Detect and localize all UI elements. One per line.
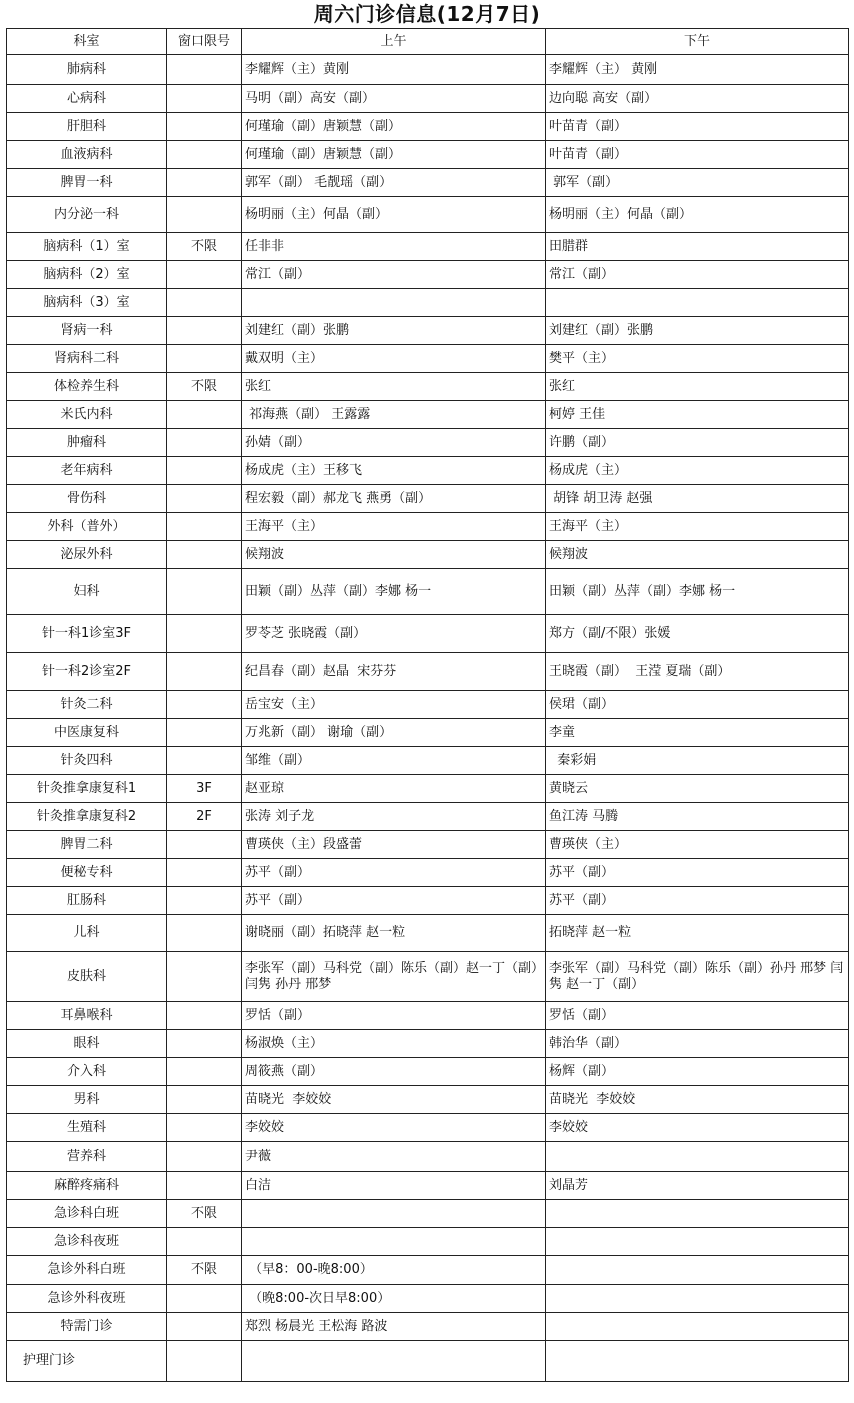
table-row [7,1256,849,1285]
window-limit-cell [167,1058,242,1086]
afternoon-doctors-cell: 胡锋 胡卫涛 赵强 [546,485,849,513]
window-limit-cell [167,1341,242,1382]
morning-doctors-cell: 何瑾瑜（副）唐颖慧（副） [242,113,546,141]
morning-doctors-cell: 戴双明（主） [242,345,546,373]
morning-doctors-cell: 张红 [242,373,546,401]
table-row [7,1030,849,1058]
afternoon-doctors-cell [546,1142,849,1172]
afternoon-doctors-cell: 王海平（主） [546,513,849,541]
morning-doctors-cell: 郑烈 杨晨光 王松海 路波 [242,1313,546,1341]
morning-doctors-cell: 王海平（主） [242,513,546,541]
dept-cell: 儿科 [7,915,167,952]
dept-cell: 肺病科 [7,55,167,85]
table-row [7,1142,849,1172]
window-limit-cell [167,615,242,653]
table-row [7,1285,849,1313]
morning-doctors-cell: 杨淑焕（主） [242,1030,546,1058]
header-pm: 下午 [546,29,849,55]
morning-doctors-cell [242,1200,546,1228]
window-limit-cell [167,653,242,691]
morning-doctors-cell: 祁海燕（副） 王露露 [242,401,546,429]
morning-doctors-cell: 尹薇 [242,1142,546,1172]
table-row [7,85,849,113]
table-row [7,691,849,719]
dept-cell: 肝胆科 [7,113,167,141]
morning-doctors-cell: 赵亚琼 [242,775,546,803]
morning-doctors-cell: 纪昌春（副）赵晶 宋芬芬 [242,653,546,691]
window-limit-cell: 不限 [167,373,242,401]
table-row [7,261,849,289]
afternoon-doctors-cell: 田腊群 [546,233,849,261]
dept-cell: 皮肤科 [7,952,167,1002]
dept-cell: 介入科 [7,1058,167,1086]
afternoon-doctors-cell [546,1341,849,1382]
afternoon-doctors-cell [546,289,849,317]
dept-cell: 老年病科 [7,457,167,485]
window-limit-cell [167,691,242,719]
morning-doctors-cell: 何瑾瑜（副）唐颖慧（副） [242,141,546,169]
afternoon-doctors-cell [546,1228,849,1256]
morning-doctors-cell: 苏平（副） [242,859,546,887]
morning-doctors-cell: 邹维（副） [242,747,546,775]
window-limit-cell: 不限 [167,1200,242,1228]
afternoon-doctors-cell: 王晓霞（副） 王滢 夏瑞（副） [546,653,849,691]
dept-cell: 针灸推拿康复科2 [7,803,167,831]
dept-cell: 急诊科白班 [7,1200,167,1228]
table-row [7,541,849,569]
dept-cell: 肛肠科 [7,887,167,915]
dept-cell: 外科（普外） [7,513,167,541]
morning-doctors-cell: 郭军（副） 毛靓瑶（副） [242,169,546,197]
window-limit-cell [167,401,242,429]
dept-cell: 耳鼻喉科 [7,1002,167,1030]
table-row [7,887,849,915]
dept-cell: 妇科 [7,569,167,615]
schedule-table [6,28,849,1382]
afternoon-doctors-cell [546,1256,849,1285]
window-limit-cell [167,317,242,345]
afternoon-doctors-cell: 常江（副） [546,261,849,289]
window-limit-cell [167,55,242,85]
morning-doctors-cell: 李耀辉（主）黄刚 [242,55,546,85]
window-limit-cell [167,1114,242,1142]
morning-doctors-cell: 候翔波 [242,541,546,569]
afternoon-doctors-cell: 田颖（副）丛萍（副）李娜 杨一 [546,569,849,615]
dept-cell: 针灸四科 [7,747,167,775]
window-limit-cell [167,747,242,775]
window-limit-cell [167,887,242,915]
table-row [7,197,849,233]
dept-cell: 脑病科（1）室 [7,233,167,261]
afternoon-doctors-cell: 曹瑛侠（主） [546,831,849,859]
window-limit-cell [167,719,242,747]
window-limit-cell [167,1142,242,1172]
afternoon-doctors-cell: 罗恬（副） [546,1002,849,1030]
table-row [7,113,849,141]
afternoon-doctors-cell: 柯婷 王佳 [546,401,849,429]
table-row [7,747,849,775]
table-row [7,401,849,429]
morning-doctors-cell: 李姣姣 [242,1114,546,1142]
dept-cell: 泌尿外科 [7,541,167,569]
table-row [7,317,849,345]
dept-cell: 急诊外科白班 [7,1256,167,1285]
morning-doctors-cell: 孙婧（副） [242,429,546,457]
table-row [7,513,849,541]
afternoon-doctors-cell: 苗晓光 李姣姣 [546,1086,849,1114]
table-row [7,457,849,485]
table-row [7,653,849,691]
dept-cell: 脾胃二科 [7,831,167,859]
dept-cell: 特需门诊 [7,1313,167,1341]
table-row [7,952,849,1002]
window-limit-cell [167,485,242,513]
table-row [7,803,849,831]
morning-doctors-cell: 罗恬（副） [242,1002,546,1030]
dept-cell: 生殖科 [7,1114,167,1142]
table-row [7,373,849,401]
window-limit-cell [167,113,242,141]
afternoon-doctors-cell: 刘晶芳 [546,1172,849,1200]
header-am: 上午 [242,29,546,55]
afternoon-doctors-cell: 苏平（副） [546,887,849,915]
window-limit-cell [167,1285,242,1313]
dept-cell: 男科 [7,1086,167,1114]
afternoon-doctors-cell: 候翔波 [546,541,849,569]
table-row [7,1114,849,1142]
table-row [7,1058,849,1086]
morning-doctors-cell: 刘建红（副）张鹏 [242,317,546,345]
morning-doctors-cell: 张涛 刘子龙 [242,803,546,831]
dept-cell: 针灸推拿康复科1 [7,775,167,803]
window-limit-cell [167,345,242,373]
afternoon-doctors-cell: 李耀辉（主） 黄刚 [546,55,849,85]
window-limit-cell [167,289,242,317]
table-row [7,141,849,169]
table-row [7,775,849,803]
dept-cell: 针灸二科 [7,691,167,719]
table-row [7,1002,849,1030]
table-row [7,569,849,615]
header-row [7,29,849,55]
dept-cell: 肾病科二科 [7,345,167,373]
table-row [7,859,849,887]
afternoon-doctors-cell: 杨成虎（主） [546,457,849,485]
morning-doctors-cell: 谢晓丽（副）拓晓萍 赵一粒 [242,915,546,952]
afternoon-doctors-cell: 叶苗青（副） [546,141,849,169]
afternoon-doctors-cell: 李童 [546,719,849,747]
dept-cell: 脾胃一科 [7,169,167,197]
window-limit-cell [167,1002,242,1030]
dept-cell: 体检养生科 [7,373,167,401]
dept-cell: 针一科1诊室3F [7,615,167,653]
table-row [7,1313,849,1341]
morning-doctors-cell: 岳宝安（主） [242,691,546,719]
dept-cell: 便秘专科 [7,859,167,887]
table-row [7,1172,849,1200]
window-limit-cell [167,429,242,457]
dept-cell: 血液病科 [7,141,167,169]
afternoon-doctors-cell: 秦彩娟 [546,747,849,775]
afternoon-doctors-cell: 边向聪 高安（副） [546,85,849,113]
window-limit-cell [167,952,242,1002]
window-limit-cell [167,1313,242,1341]
afternoon-doctors-cell: 韩治华（副） [546,1030,849,1058]
afternoon-doctors-cell: 李姣姣 [546,1114,849,1142]
morning-doctors-cell: 田颖（副）丛萍（副）李娜 杨一 [242,569,546,615]
morning-doctors-cell: 李张军（副）马科党（副）陈乐（副）赵一丁（副）闫隽 孙丹 邢梦 [242,952,546,1002]
dept-cell: 急诊科夜班 [7,1228,167,1256]
afternoon-doctors-cell: 刘建红（副）张鹏 [546,317,849,345]
dept-cell: 营养科 [7,1142,167,1172]
window-limit-cell [167,915,242,952]
morning-doctors-cell: 周筱燕（副） [242,1058,546,1086]
window-limit-cell [167,831,242,859]
dept-cell: 针一科2诊室2F [7,653,167,691]
afternoon-doctors-cell: 杨辉（副） [546,1058,849,1086]
table-row [7,1200,849,1228]
table-row [7,169,849,197]
dept-cell: 骨伤科 [7,485,167,513]
window-limit-cell [167,859,242,887]
table-row [7,289,849,317]
table-row [7,831,849,859]
morning-doctors-cell: 曹瑛侠（主）段盛蕾 [242,831,546,859]
dept-cell: 脑病科（3）室 [7,289,167,317]
afternoon-doctors-cell [546,1285,849,1313]
afternoon-doctors-cell: 叶苗青（副） [546,113,849,141]
morning-doctors-cell: （早8：00-晚8:00） [242,1256,546,1285]
afternoon-doctors-cell: 鱼江涛 马腾 [546,803,849,831]
dept-cell: 眼科 [7,1030,167,1058]
window-limit-cell [167,457,242,485]
window-limit-cell [167,513,242,541]
window-limit-cell [167,141,242,169]
schedule-rows [7,55,849,1382]
window-limit-cell [167,541,242,569]
afternoon-doctors-cell [546,1313,849,1341]
window-limit-cell: 不限 [167,233,242,261]
dept-cell: 急诊外科夜班 [7,1285,167,1313]
afternoon-doctors-cell: 李张军（副）马科党（副）陈乐（副）孙丹 邢梦 闫隽 赵一丁（副） [546,952,849,1002]
morning-doctors-cell: 万兆新（副） 谢瑜（副） [242,719,546,747]
morning-doctors-cell: 程宏毅（副）郝龙飞 燕勇（副） [242,485,546,513]
afternoon-doctors-cell: 张红 [546,373,849,401]
afternoon-doctors-cell: 郭军（副） [546,169,849,197]
morning-doctors-cell: 罗苓芝 张晓霞（副） [242,615,546,653]
table-row [7,915,849,952]
table-row [7,615,849,653]
morning-doctors-cell: 杨成虎（主）王移飞 [242,457,546,485]
table-row [7,719,849,747]
window-limit-cell [167,1172,242,1200]
afternoon-doctors-cell: 许鹏（副） [546,429,849,457]
dept-cell: 护理门诊 [7,1341,167,1382]
morning-doctors-cell: 苗晓光 李姣姣 [242,1086,546,1114]
window-limit-cell [167,261,242,289]
morning-doctors-cell: 常江（副） [242,261,546,289]
afternoon-doctors-cell: 郑方（副/不限）张媛 [546,615,849,653]
afternoon-doctors-cell [546,1200,849,1228]
morning-doctors-cell: 马明（副）高安（副） [242,85,546,113]
table-row [7,345,849,373]
table-row [7,55,849,85]
table-row [7,1341,849,1382]
dept-cell: 肿瘤科 [7,429,167,457]
afternoon-doctors-cell: 黄晓云 [546,775,849,803]
morning-doctors-cell [242,289,546,317]
morning-doctors-cell: 白洁 [242,1172,546,1200]
afternoon-doctors-cell: 樊平（主） [546,345,849,373]
page-title: 周六门诊信息(12月7日) [313,2,541,26]
window-limit-cell: 2F [167,803,242,831]
header-window: 窗口限号 [167,29,242,55]
window-limit-cell [167,1228,242,1256]
table-row [7,429,849,457]
morning-doctors-cell [242,1228,546,1256]
dept-cell: 脑病科（2）室 [7,261,167,289]
dept-cell: 中医康复科 [7,719,167,747]
table-row [7,485,849,513]
morning-doctors-cell: （晚8:00-次日早8:00） [242,1285,546,1313]
dept-cell: 肾病一科 [7,317,167,345]
afternoon-doctors-cell: 杨明丽（主）何晶（副） [546,197,849,233]
afternoon-doctors-cell: 侯珺（副） [546,691,849,719]
afternoon-doctors-cell: 拓晓萍 赵一粒 [546,915,849,952]
window-limit-cell: 不限 [167,1256,242,1285]
window-limit-cell [167,169,242,197]
header-dept: 科室 [7,29,167,55]
afternoon-doctors-cell: 苏平（副） [546,859,849,887]
window-limit-cell: 3F [167,775,242,803]
window-limit-cell [167,1030,242,1058]
window-limit-cell [167,569,242,615]
table-row [7,1086,849,1114]
morning-doctors-cell: 杨明丽（主）何晶（副） [242,197,546,233]
window-limit-cell [167,197,242,233]
dept-cell: 米氏内科 [7,401,167,429]
table-row [7,233,849,261]
window-limit-cell [167,1086,242,1114]
dept-cell: 内分泌一科 [7,197,167,233]
dept-cell: 心病科 [7,85,167,113]
window-limit-cell [167,85,242,113]
dept-cell: 麻醉疼痛科 [7,1172,167,1200]
morning-doctors-cell: 苏平（副） [242,887,546,915]
morning-doctors-cell: 任非非 [242,233,546,261]
morning-doctors-cell [242,1341,546,1382]
table-row [7,1228,849,1256]
